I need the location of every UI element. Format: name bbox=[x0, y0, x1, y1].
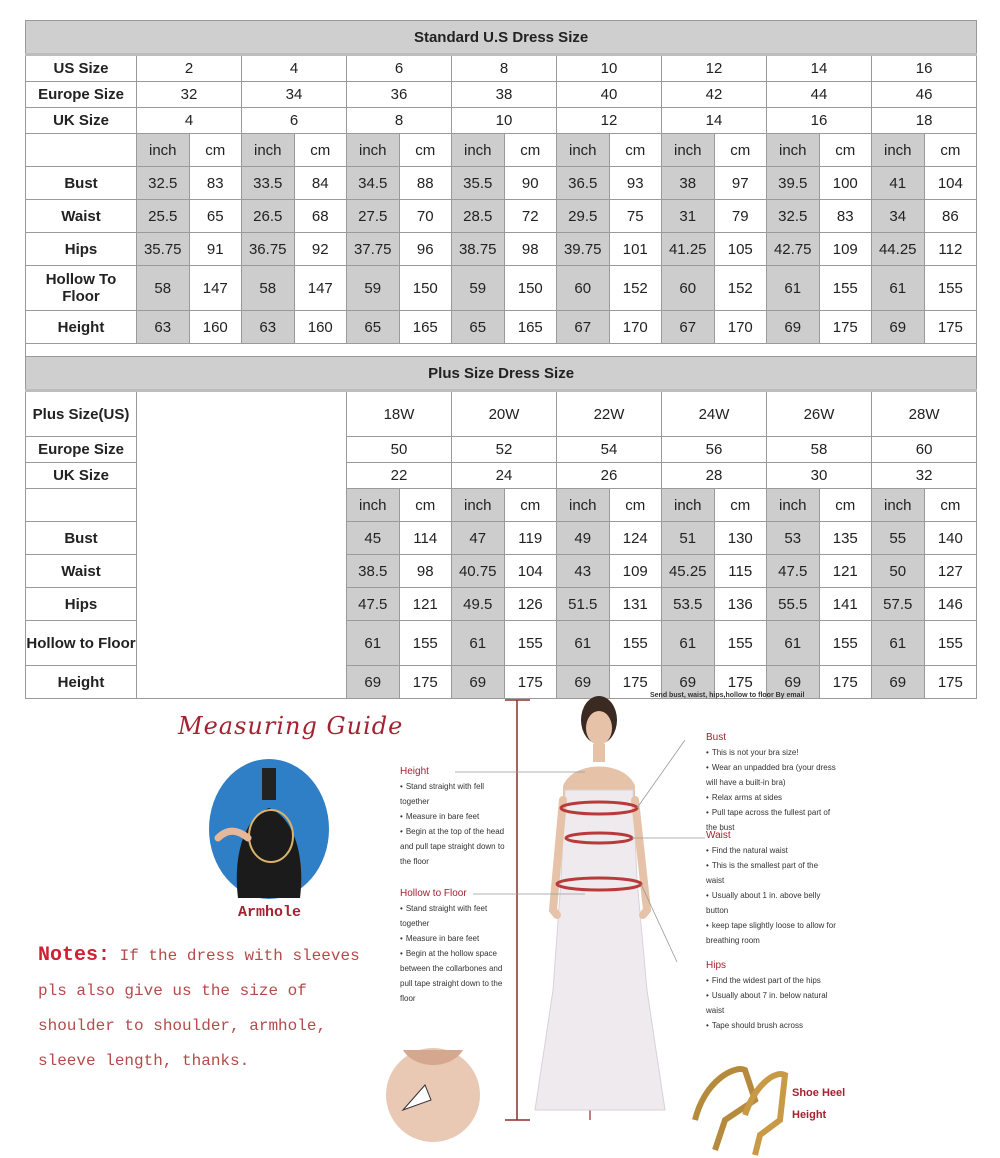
row-label: UK Size bbox=[26, 108, 137, 134]
measure-value: 69 bbox=[767, 666, 820, 699]
measure-value: 119 bbox=[504, 522, 557, 555]
email-note: Send bust, waist, hips,hollow to floor By email bbox=[650, 692, 805, 699]
measure-value: 61 bbox=[452, 621, 505, 666]
measure-value: 175 bbox=[504, 666, 557, 699]
size-cell: 16 bbox=[872, 55, 977, 82]
unit-cm: cm bbox=[399, 489, 452, 522]
measure-value: 140 bbox=[924, 522, 977, 555]
measure-value: 114 bbox=[399, 522, 452, 555]
measure-value: 26.5 bbox=[242, 200, 295, 233]
size-cell: 28 bbox=[662, 463, 767, 489]
measure-value: 150 bbox=[504, 266, 557, 311]
measure-value: 45.25 bbox=[662, 555, 715, 588]
size-cell: 36 bbox=[347, 82, 452, 108]
measure-label: Hollow To Floor bbox=[26, 266, 137, 311]
size-cell: 52 bbox=[452, 437, 557, 463]
measure-value: 61 bbox=[662, 621, 715, 666]
waist-annotation bbox=[706, 828, 836, 948]
annotation-item: • Stand straight with fell together bbox=[400, 779, 510, 809]
size-cell: 44 bbox=[767, 82, 872, 108]
annotation-item: • This is not your bra size! bbox=[706, 745, 836, 760]
measure-value: 59 bbox=[347, 266, 400, 311]
size-cell: 40 bbox=[557, 82, 662, 108]
table-row bbox=[26, 108, 977, 134]
size-cell: 10 bbox=[452, 108, 557, 134]
measure-value: 53.5 bbox=[662, 588, 715, 621]
measure-value: 97 bbox=[714, 167, 767, 200]
row-label: Plus Size(US) bbox=[26, 391, 137, 437]
measure-value: 69 bbox=[872, 311, 925, 344]
row-label: US Size bbox=[26, 55, 137, 82]
hollow-title: Hollow to Floor bbox=[400, 888, 467, 899]
measuring-guide-title: Measuring Guide bbox=[178, 712, 404, 740]
measure-value: 83 bbox=[189, 167, 242, 200]
measure-value: 61 bbox=[767, 266, 820, 311]
size-cell: 50 bbox=[347, 437, 452, 463]
measure-value: 109 bbox=[819, 233, 872, 266]
measure-label: Waist bbox=[26, 200, 137, 233]
measure-value: 160 bbox=[189, 311, 242, 344]
size-cell: 38 bbox=[452, 82, 557, 108]
unit-cm: cm bbox=[714, 489, 767, 522]
annotation-item: • Find the widest part of the hips bbox=[706, 973, 836, 988]
unit-inch: inch bbox=[872, 134, 925, 167]
size-cell: 24 bbox=[452, 463, 557, 489]
measure-value: 98 bbox=[504, 233, 557, 266]
row-label: Europe Size bbox=[26, 82, 137, 108]
measure-value: 60 bbox=[662, 266, 715, 311]
measure-value: 101 bbox=[609, 233, 662, 266]
size-cell: 32 bbox=[872, 463, 977, 489]
measure-value: 65 bbox=[452, 311, 505, 344]
size-cell: 4 bbox=[242, 55, 347, 82]
section-title: Plus Size Dress Size bbox=[26, 357, 977, 391]
table-row bbox=[26, 55, 977, 82]
measure-value: 72 bbox=[504, 200, 557, 233]
measure-value: 160 bbox=[294, 311, 347, 344]
measure-value: 55 bbox=[872, 522, 925, 555]
size-cell: 60 bbox=[872, 437, 977, 463]
hips-annotation bbox=[706, 958, 836, 1033]
measure-value: 155 bbox=[609, 621, 662, 666]
annotation-item: • Begin at the hollow space between the collarbones and pull tape straight down to the floor bbox=[400, 946, 510, 1006]
measure-value: 38 bbox=[662, 167, 715, 200]
measure-value: 135 bbox=[819, 522, 872, 555]
measuring-guide bbox=[0, 690, 1000, 1158]
measure-value: 65 bbox=[189, 200, 242, 233]
measure-value: 58 bbox=[137, 266, 190, 311]
size-table bbox=[25, 20, 977, 699]
size-cell: 34 bbox=[242, 82, 347, 108]
measure-value: 155 bbox=[714, 621, 767, 666]
measure-value: 61 bbox=[872, 266, 925, 311]
measure-value: 61 bbox=[347, 621, 400, 666]
section-title: Standard U.S Dress Size bbox=[26, 21, 977, 55]
measure-value: 44.25 bbox=[872, 233, 925, 266]
measure-value: 60 bbox=[557, 266, 610, 311]
size-cell: 54 bbox=[557, 437, 662, 463]
table-row bbox=[26, 167, 977, 200]
measure-label: Height bbox=[26, 311, 137, 344]
measure-value: 152 bbox=[714, 266, 767, 311]
measure-value: 29.5 bbox=[557, 200, 610, 233]
unit-inch: inch bbox=[767, 134, 820, 167]
measure-value: 39.75 bbox=[557, 233, 610, 266]
annotation-item: • Relax arms at sides bbox=[706, 790, 836, 805]
unit-inch: inch bbox=[662, 134, 715, 167]
size-cell: 16 bbox=[767, 108, 872, 134]
notes-text: If the dress with sleeves pls also give us the size of shoulder to shoulder, armhole, sleeve length, thanks. bbox=[38, 947, 360, 1070]
measure-value: 121 bbox=[819, 555, 872, 588]
table-row bbox=[26, 391, 977, 437]
bust-annotation bbox=[706, 730, 836, 835]
annotation-item: • Usually about 1 in. above belly button bbox=[706, 888, 836, 918]
measure-value: 32.5 bbox=[137, 167, 190, 200]
measure-value: 86 bbox=[924, 200, 977, 233]
measure-value: 31 bbox=[662, 200, 715, 233]
size-cell: 12 bbox=[557, 108, 662, 134]
measure-value: 79 bbox=[714, 200, 767, 233]
measure-value: 155 bbox=[924, 266, 977, 311]
measure-value: 105 bbox=[714, 233, 767, 266]
measure-value: 49.5 bbox=[452, 588, 505, 621]
measure-value: 41 bbox=[872, 167, 925, 200]
measure-value: 28.5 bbox=[452, 200, 505, 233]
bust-items bbox=[706, 745, 836, 835]
size-cell: 6 bbox=[242, 108, 347, 134]
measure-value: 155 bbox=[504, 621, 557, 666]
table-row bbox=[26, 233, 977, 266]
unit-cm: cm bbox=[609, 489, 662, 522]
table-row bbox=[26, 266, 977, 311]
shoe-heel-label bbox=[792, 1082, 845, 1126]
unit-cm: cm bbox=[399, 134, 452, 167]
row-label-empty bbox=[26, 134, 137, 167]
measure-value: 175 bbox=[819, 311, 872, 344]
row-label: UK Size bbox=[26, 463, 137, 489]
measure-value: 131 bbox=[609, 588, 662, 621]
measure-value: 67 bbox=[557, 311, 610, 344]
size-cell: 42 bbox=[662, 82, 767, 108]
measure-value: 69 bbox=[557, 666, 610, 699]
measure-value: 51 bbox=[662, 522, 715, 555]
hips-title: Hips bbox=[706, 960, 727, 971]
measure-value: 150 bbox=[399, 266, 452, 311]
size-cell: 8 bbox=[452, 55, 557, 82]
measure-value: 104 bbox=[504, 555, 557, 588]
size-cell: 58 bbox=[767, 437, 872, 463]
measure-value: 57.5 bbox=[872, 588, 925, 621]
measure-label: Hips bbox=[26, 588, 137, 621]
size-cell: 22 bbox=[347, 463, 452, 489]
measure-value: 170 bbox=[714, 311, 767, 344]
unit-cm: cm bbox=[924, 489, 977, 522]
height-title: Height bbox=[400, 766, 429, 777]
measure-value: 43 bbox=[557, 555, 610, 588]
measure-value: 124 bbox=[609, 522, 662, 555]
measure-label: Hollow to Floor bbox=[26, 621, 137, 666]
annotation-item: • This is the smallest part of the waist bbox=[706, 858, 836, 888]
notes-block bbox=[38, 938, 378, 1079]
measure-value: 155 bbox=[399, 621, 452, 666]
size-cell: 12 bbox=[662, 55, 767, 82]
measure-value: 34.5 bbox=[347, 167, 400, 200]
measure-value: 36.75 bbox=[242, 233, 295, 266]
size-cell: 14 bbox=[767, 55, 872, 82]
measure-value: 41.25 bbox=[662, 233, 715, 266]
blank-area bbox=[137, 391, 347, 699]
measure-value: 69 bbox=[767, 311, 820, 344]
measure-value: 112 bbox=[924, 233, 977, 266]
measure-value: 69 bbox=[452, 666, 505, 699]
unit-inch: inch bbox=[557, 489, 610, 522]
size-cell: 2 bbox=[137, 55, 242, 82]
annotation-item: • Wear an unpadded bra (your dress will have a built-in bra) bbox=[706, 760, 836, 790]
size-cell: 56 bbox=[662, 437, 767, 463]
size-cell: 28W bbox=[872, 391, 977, 437]
measure-value: 121 bbox=[399, 588, 452, 621]
measure-value: 170 bbox=[609, 311, 662, 344]
measure-value: 175 bbox=[924, 666, 977, 699]
measure-value: 63 bbox=[242, 311, 295, 344]
bust-title: Bust bbox=[706, 732, 727, 743]
measure-value: 69 bbox=[662, 666, 715, 699]
measure-value: 53 bbox=[767, 522, 820, 555]
hips-items bbox=[706, 973, 836, 1033]
measure-value: 152 bbox=[609, 266, 662, 311]
measure-value: 50 bbox=[872, 555, 925, 588]
measure-value: 93 bbox=[609, 167, 662, 200]
hollow-annotation bbox=[400, 886, 510, 1006]
annotation-item: • Tape should brush across bbox=[706, 1018, 836, 1033]
measure-value: 165 bbox=[399, 311, 452, 344]
measure-value: 127 bbox=[924, 555, 977, 588]
unit-cm: cm bbox=[189, 134, 242, 167]
notes-label: Notes: bbox=[38, 944, 111, 967]
waist-title: Waist bbox=[706, 830, 731, 841]
measure-value: 49 bbox=[557, 522, 610, 555]
measure-value: 147 bbox=[294, 266, 347, 311]
measure-value: 36.5 bbox=[557, 167, 610, 200]
measure-value: 155 bbox=[819, 266, 872, 311]
size-cell: 10 bbox=[557, 55, 662, 82]
measure-value: 47.5 bbox=[767, 555, 820, 588]
size-cell: 24W bbox=[662, 391, 767, 437]
size-cell: 30 bbox=[767, 463, 872, 489]
measure-value: 175 bbox=[819, 666, 872, 699]
measure-label: Waist bbox=[26, 555, 137, 588]
unit-cm: cm bbox=[924, 134, 977, 167]
measure-value: 51.5 bbox=[557, 588, 610, 621]
unit-cm: cm bbox=[819, 134, 872, 167]
measure-value: 130 bbox=[714, 522, 767, 555]
measure-value: 33.5 bbox=[242, 167, 295, 200]
measure-value: 45 bbox=[347, 522, 400, 555]
measure-value: 27.5 bbox=[347, 200, 400, 233]
measure-value: 55.5 bbox=[767, 588, 820, 621]
unit-inch: inch bbox=[137, 134, 190, 167]
armhole-label: Armhole bbox=[238, 904, 302, 921]
measure-value: 35.5 bbox=[452, 167, 505, 200]
size-cell: 26 bbox=[557, 463, 662, 489]
measure-value: 92 bbox=[294, 233, 347, 266]
measure-label: Bust bbox=[26, 167, 137, 200]
table-row bbox=[26, 21, 977, 55]
measure-value: 47 bbox=[452, 522, 505, 555]
row-label: Europe Size bbox=[26, 437, 137, 463]
measure-value: 69 bbox=[872, 666, 925, 699]
annotation-item: • Measure in bare feet bbox=[400, 809, 510, 824]
size-cell: 26W bbox=[767, 391, 872, 437]
measure-value: 68 bbox=[294, 200, 347, 233]
table-row bbox=[26, 357, 977, 391]
measure-value: 67 bbox=[662, 311, 715, 344]
unit-inch: inch bbox=[662, 489, 715, 522]
measure-value: 88 bbox=[399, 167, 452, 200]
annotation-item: • Find the natural waist bbox=[706, 843, 836, 858]
size-cell: 4 bbox=[137, 108, 242, 134]
measure-value: 90 bbox=[504, 167, 557, 200]
measure-value: 175 bbox=[609, 666, 662, 699]
size-cell: 32 bbox=[137, 82, 242, 108]
height-annotation bbox=[400, 764, 510, 869]
waist-items bbox=[706, 843, 836, 948]
size-cell: 14 bbox=[662, 108, 767, 134]
size-cell: 8 bbox=[347, 108, 452, 134]
annotation-item: • Pull tape across the fullest part of the bust bbox=[706, 805, 836, 835]
measure-value: 91 bbox=[189, 233, 242, 266]
annotation-item: • Usually about 7 in. below natural waist bbox=[706, 988, 836, 1018]
measure-value: 175 bbox=[714, 666, 767, 699]
measure-label: Height bbox=[26, 666, 137, 699]
measure-value: 75 bbox=[609, 200, 662, 233]
unit-cm: cm bbox=[819, 489, 872, 522]
measure-value: 175 bbox=[924, 311, 977, 344]
measure-value: 39.5 bbox=[767, 167, 820, 200]
unit-inch: inch bbox=[242, 134, 295, 167]
measure-value: 175 bbox=[399, 666, 452, 699]
measure-value: 104 bbox=[924, 167, 977, 200]
annotation-item: • keep tape slightly loose to allow for breathing room bbox=[706, 918, 836, 948]
unit-inch: inch bbox=[767, 489, 820, 522]
measure-value: 84 bbox=[294, 167, 347, 200]
size-cell: 20W bbox=[452, 391, 557, 437]
measure-value: 147 bbox=[189, 266, 242, 311]
unit-inch: inch bbox=[557, 134, 610, 167]
measure-label: Hips bbox=[26, 233, 137, 266]
unit-cm: cm bbox=[294, 134, 347, 167]
size-cell: 46 bbox=[872, 82, 977, 108]
row-label-empty bbox=[26, 489, 137, 522]
measure-value: 126 bbox=[504, 588, 557, 621]
measure-value: 38.5 bbox=[347, 555, 400, 588]
measure-value: 98 bbox=[399, 555, 452, 588]
measure-value: 42.75 bbox=[767, 233, 820, 266]
measure-value: 70 bbox=[399, 200, 452, 233]
measure-value: 47.5 bbox=[347, 588, 400, 621]
size-cell: 18W bbox=[347, 391, 452, 437]
unit-inch: inch bbox=[347, 134, 400, 167]
measure-value: 155 bbox=[819, 621, 872, 666]
hollow-items bbox=[400, 901, 510, 1006]
table-row bbox=[26, 200, 977, 233]
table-row bbox=[26, 134, 977, 167]
measure-value: 61 bbox=[767, 621, 820, 666]
measure-label: Bust bbox=[26, 522, 137, 555]
annotation-item: • Begin at the top of the head and pull tape straight down to the floor bbox=[400, 824, 510, 869]
measure-value: 83 bbox=[819, 200, 872, 233]
measure-value: 146 bbox=[924, 588, 977, 621]
height-items bbox=[400, 779, 510, 869]
measure-value: 34 bbox=[872, 200, 925, 233]
unit-cm: cm bbox=[609, 134, 662, 167]
measure-value: 61 bbox=[872, 621, 925, 666]
measure-value: 58 bbox=[242, 266, 295, 311]
measure-value: 109 bbox=[609, 555, 662, 588]
measure-value: 69 bbox=[347, 666, 400, 699]
measure-value: 63 bbox=[137, 311, 190, 344]
measure-value: 100 bbox=[819, 167, 872, 200]
measure-value: 136 bbox=[714, 588, 767, 621]
measure-value: 155 bbox=[924, 621, 977, 666]
unit-cm: cm bbox=[504, 134, 557, 167]
measure-value: 35.75 bbox=[137, 233, 190, 266]
shoe-heel-label-line2: Height bbox=[792, 1109, 827, 1121]
unit-cm: cm bbox=[504, 489, 557, 522]
unit-inch: inch bbox=[452, 134, 505, 167]
measure-value: 96 bbox=[399, 233, 452, 266]
measure-value: 59 bbox=[452, 266, 505, 311]
shoe-heel-label-line1: Shoe Heel bbox=[792, 1087, 846, 1099]
size-chart bbox=[25, 20, 976, 699]
measure-value: 165 bbox=[504, 311, 557, 344]
annotation-item: • Stand straight with feet together bbox=[400, 901, 510, 931]
size-cell: 18 bbox=[872, 108, 977, 134]
unit-cm: cm bbox=[714, 134, 767, 167]
measure-value: 32.5 bbox=[767, 200, 820, 233]
unit-inch: inch bbox=[872, 489, 925, 522]
annotation-item: • Measure in bare feet bbox=[400, 931, 510, 946]
measure-value: 40.75 bbox=[452, 555, 505, 588]
size-cell: 6 bbox=[347, 55, 452, 82]
table-row bbox=[26, 311, 977, 344]
measure-value: 37.75 bbox=[347, 233, 400, 266]
measure-value: 61 bbox=[557, 621, 610, 666]
table-row bbox=[26, 82, 977, 108]
measure-value: 25.5 bbox=[137, 200, 190, 233]
measure-value: 65 bbox=[347, 311, 400, 344]
measure-value: 141 bbox=[819, 588, 872, 621]
measure-value: 38.75 bbox=[452, 233, 505, 266]
measure-value: 115 bbox=[714, 555, 767, 588]
armhole-mannequin-image bbox=[208, 758, 330, 900]
unit-inch: inch bbox=[452, 489, 505, 522]
unit-inch: inch bbox=[347, 489, 400, 522]
size-cell: 22W bbox=[557, 391, 662, 437]
